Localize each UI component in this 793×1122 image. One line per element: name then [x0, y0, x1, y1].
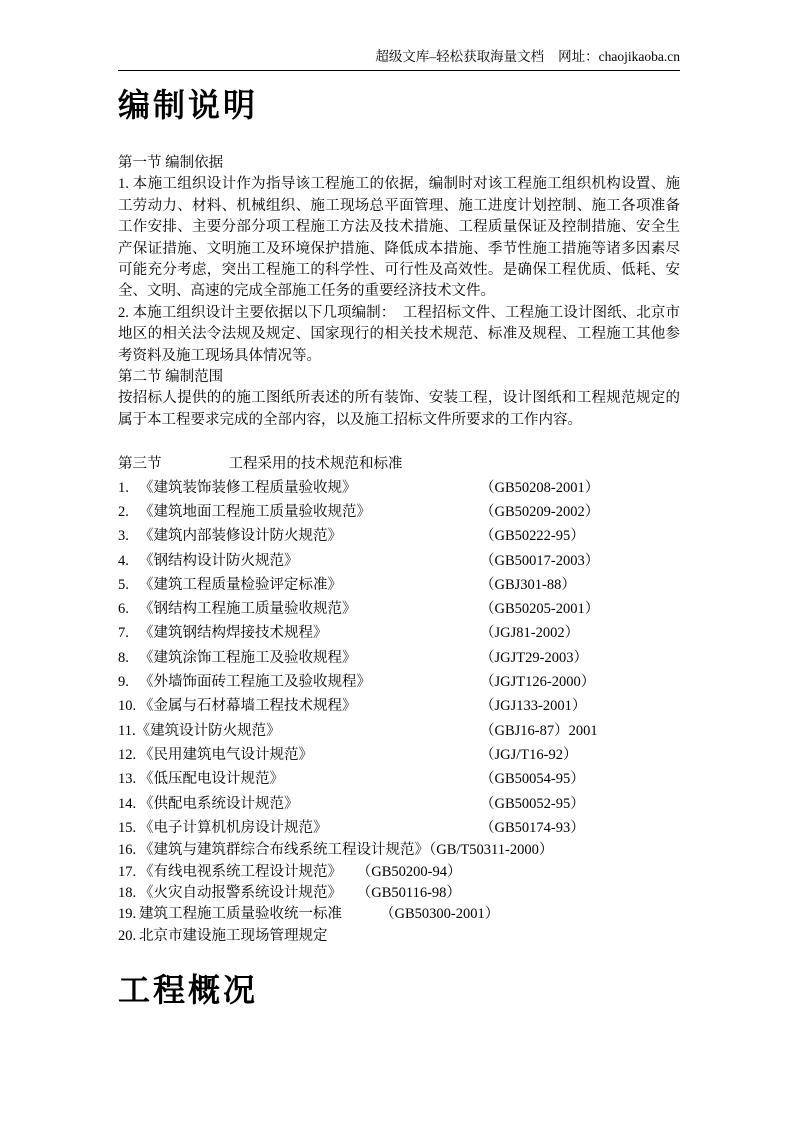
standard-code: （JGJT126-2000） [480, 674, 596, 691]
standard-number: 20. [118, 927, 137, 944]
standard-title: 《供配电系统设计规范》 [139, 795, 299, 812]
section3-heading-title: 工程采用的技术规范和标准 [228, 456, 403, 473]
standard-title: 《火灾自动报警系统设计规范》 [139, 884, 342, 901]
standard-item [118, 904, 680, 925]
standard-number: 2. [118, 503, 129, 520]
document-title: 编制说明 [118, 87, 259, 123]
standard-number: 15. [118, 819, 137, 836]
standard-item [118, 597, 680, 621]
standard-item [118, 792, 680, 816]
standard-code: （JGJT29-2003） [480, 649, 588, 666]
standard-item [118, 816, 680, 840]
header-rule [118, 70, 680, 71]
section1-paragraph-2: 2. 本施工组织设计主要依据以下几项编制： 工程招标文件、工程施工设计图纸、北京市地区的相关法令法规及规定、国家现行的相关技术规范、标准及规程、工程施工其他参考资料及施工现场具体情况等。 [118, 304, 680, 364]
standard-number: 14. [118, 795, 137, 812]
standard-item [118, 719, 680, 743]
standard-item [118, 926, 680, 947]
standard-item [118, 500, 680, 524]
standard-number: 16. [118, 842, 137, 859]
standard-title: 《低压配电设计规范》 [139, 771, 284, 788]
standard-number: 17. [118, 863, 137, 880]
header-url-label: 网址： [558, 49, 599, 64]
section3-heading-label: 第三节 [118, 456, 162, 473]
standard-code: （GB50205-2001） [480, 601, 600, 618]
standard-number: 4. [118, 552, 129, 569]
header-slogan: 超级文库–轻松获取海量文档 [375, 49, 545, 64]
standard-title: 《建筑地面工程施工质量验收规范》 [139, 503, 371, 520]
standard-item [118, 476, 680, 500]
standard-title: 《外墙饰面砖工程施工及验收规程》 [139, 674, 371, 691]
standard-title: 《建筑钢结构焊接技术规程》 [139, 625, 328, 642]
next-chapter-title: 工程概况 [118, 972, 259, 1009]
standard-item [118, 767, 680, 791]
page-content [118, 0, 680, 1011]
standard-title: 《建筑设计防火规范》 [135, 722, 281, 739]
standard-item [118, 670, 680, 694]
standard-code: （JGJ/T16-92） [480, 746, 578, 763]
standard-title: 《建筑工程质量检验评定标准》 [139, 576, 342, 593]
standard-code: （GB50208-2001） [480, 479, 600, 496]
standards-list [118, 476, 680, 947]
standard-item [118, 840, 680, 861]
standard-title: 《建筑装饰装修工程质量验收规》 [139, 479, 357, 496]
standard-title: 《电子计算机机房设计规范》 [139, 819, 328, 836]
standard-code: （JGJ133-2001） [480, 698, 587, 715]
standard-number: 8. [118, 649, 129, 666]
standard-code: （GB/T50311-2000） [429, 842, 554, 859]
standard-item [118, 621, 680, 645]
standard-number: 3. [118, 528, 129, 545]
standard-code: （GB50116-98） [364, 884, 461, 901]
standard-code: （JGJ81-2002） [480, 625, 580, 642]
standard-item [118, 549, 680, 573]
standard-code: （GB50222-95） [480, 528, 585, 545]
section1-heading: 第一节 编制依据 [118, 155, 224, 171]
standard-code: （GBJ16-87）2001 [480, 722, 598, 739]
standard-item [118, 573, 680, 597]
standard-title: 《有线电视系统工程设计规范》 [139, 863, 342, 880]
section3-heading [118, 454, 680, 475]
standard-item [118, 862, 680, 883]
page-header [118, 48, 680, 65]
standard-title: 《建筑与建筑群综合布线系统工程设计规范》 [139, 842, 429, 859]
standard-number: 7. [118, 625, 129, 642]
standard-title: 北京市建设施工现场管理规定 [139, 927, 328, 944]
standard-item [118, 646, 680, 670]
standard-code: （GBJ301-88） [480, 576, 576, 593]
standard-number: 6. [118, 601, 129, 618]
standard-number: 19. [118, 906, 137, 923]
section2-paragraph-1: 按招标人提供的的施工图纸所表述的所有装饰、安装工程，设计图纸和工程规范规定的属于本工程要求完成的全部内容，以及施工招标文件所要求的工作内容。 [118, 390, 680, 428]
standard-number: 10. [118, 698, 137, 715]
standard-code: （GB50300-2001） [380, 906, 500, 923]
standard-code: （GB50200-94） [364, 863, 462, 880]
standard-number: 12. [118, 746, 137, 763]
standard-title: 建筑工程施工质量验收统一标准 [139, 906, 342, 923]
standard-number: 18. [118, 884, 137, 901]
standard-number: 13. [118, 771, 137, 788]
standard-code: （GB50017-2003） [480, 552, 600, 569]
standard-code: （GB50054-95） [480, 771, 585, 788]
standard-code: （GB50052-95） [480, 795, 585, 812]
standard-item [118, 883, 680, 904]
standard-item [118, 694, 680, 718]
standard-title: 《民用建筑电气设计规范》 [139, 746, 313, 763]
header-url: chaojikaoba.cn [598, 49, 680, 64]
standard-code: （GB50174-93） [480, 819, 585, 836]
section1-paragraph-1: 1. 本施工组织设计作为指导该工程施工的依据，编制时对该工程施工组织机构设置、施工劳动力、材料、机械组织、施工现场总平面管理、施工进度计划控制、施工各项准备工作安排、主要分部分项工程施工方法及技术措施、工程质量保证及控制措施、安全生产保证措施、文明施工及环境保护措施、降低成本措施、季节性施工措施等诸多因素尽可能充分考虑，突出工程施工的科学性、可行性及高效性。是确保工程优质、低耗、安全、文明、高速的完成全部施工任务的重要经济技术文件。 [118, 176, 680, 300]
standard-title: 《建筑涂饰工程施工及验收规程》 [139, 649, 357, 666]
standard-code: （GB50209-2002） [480, 503, 600, 520]
standard-item [118, 743, 680, 767]
standard-title: 《钢结构设计防火规范》 [139, 552, 299, 569]
section2-heading: 第二节 编制范围 [118, 369, 224, 386]
standard-title: 《钢结构工程施工质量验收规范》 [139, 601, 357, 618]
standard-number: 5. [118, 576, 129, 593]
standard-number: 9. [118, 674, 129, 691]
standard-number: 11. [118, 722, 136, 739]
standard-title: 《金属与石材幕墙工程技术规程》 [139, 698, 357, 715]
standard-title: 《建筑内部装修设计防火规范》 [139, 528, 342, 545]
standard-number: 1. [118, 479, 129, 496]
standard-item [118, 524, 680, 548]
